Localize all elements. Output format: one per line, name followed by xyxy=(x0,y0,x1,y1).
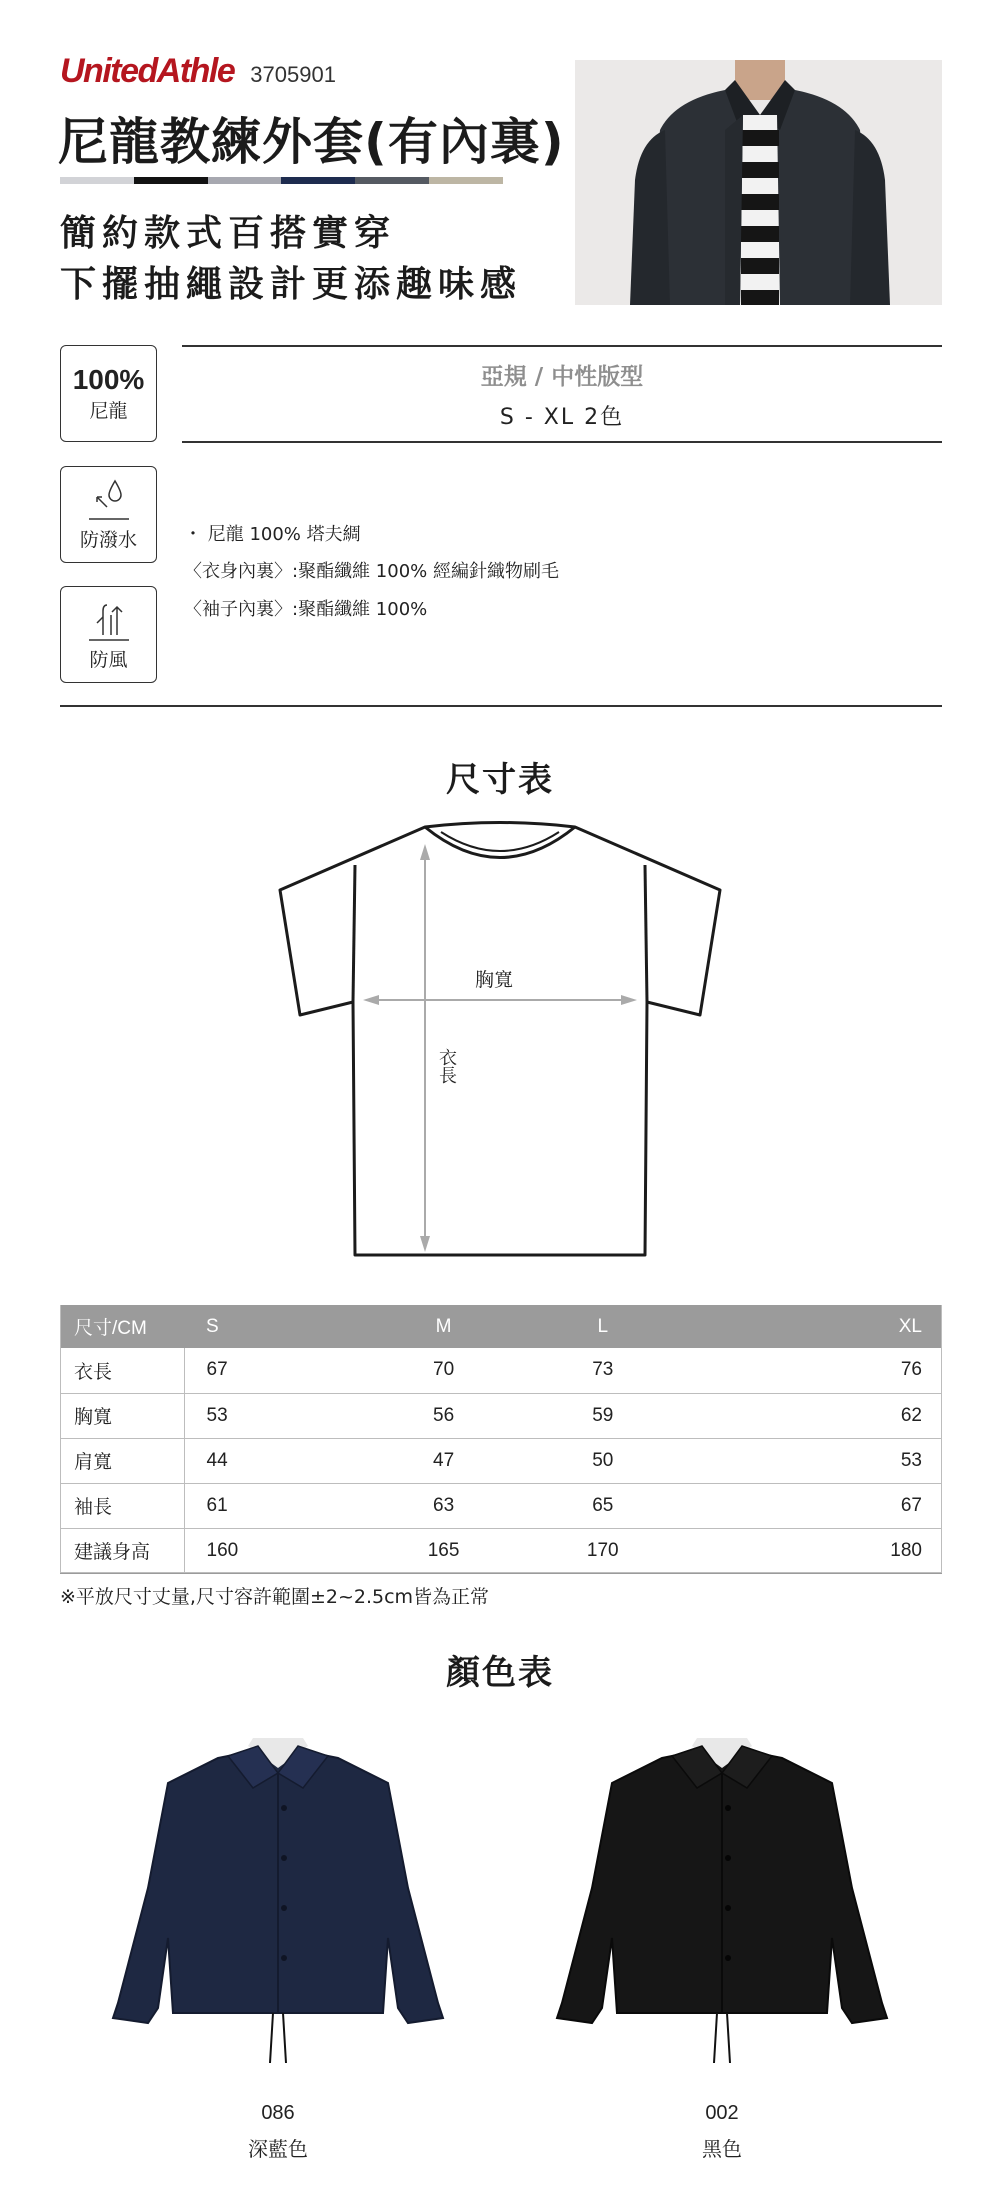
table-cell: 53 xyxy=(184,1393,364,1438)
water-repellent-icon xyxy=(81,477,137,525)
jacket-swatch-navy xyxy=(108,1738,448,2078)
tagline-2: 下擺抽繩設計更添趣味感 xyxy=(60,264,523,305)
feature-badge-wind xyxy=(60,586,157,683)
fit-type: 亞規 / 中性版型 xyxy=(480,364,644,390)
table-row xyxy=(60,1438,942,1483)
table-cell: 67 xyxy=(682,1483,942,1528)
swatch-code-navy: 086 xyxy=(261,2102,295,2124)
windproof-icon xyxy=(81,597,137,645)
color-bar-segment xyxy=(355,177,429,184)
size-chart-title: 尺寸表 xyxy=(446,760,554,800)
size-range: S - XL 2色 xyxy=(499,405,625,430)
table-cell: 70 xyxy=(364,1348,523,1393)
color-bar-segment xyxy=(281,177,355,184)
table-row xyxy=(60,1483,942,1528)
product-sku: 3705901 xyxy=(250,62,336,87)
material-name: 尼龍 xyxy=(89,400,128,422)
table-row xyxy=(60,1528,942,1573)
feature-badge-water xyxy=(60,466,157,563)
table-cell: 65 xyxy=(523,1483,682,1528)
table-cell: 44 xyxy=(184,1438,364,1483)
size-note: ※平放尺寸丈量,尺寸容許範圍±2~2.5cm皆為正常 xyxy=(60,1586,490,1608)
row-label: 袖長 xyxy=(60,1483,184,1528)
spec-line-3: 〈袖子內裏〉:聚酯纖維 100% xyxy=(184,599,428,620)
material-badge xyxy=(60,345,157,442)
table-cell: 160 xyxy=(184,1528,364,1573)
divider xyxy=(182,441,942,443)
table-cell: 180 xyxy=(682,1528,942,1573)
tshirt-diagram xyxy=(255,820,745,1260)
length-label: 衣長 xyxy=(436,1048,457,1084)
chest-label: 胸寬 xyxy=(475,969,514,991)
size-table xyxy=(60,1305,942,1574)
color-bar xyxy=(60,177,503,184)
row-label: 肩寬 xyxy=(60,1438,184,1483)
table-row xyxy=(60,1348,942,1393)
table-header: XL xyxy=(682,1305,942,1348)
table-cell: 170 xyxy=(523,1528,682,1573)
brand-header xyxy=(60,52,336,91)
tagline-1: 簡約款式百搭實穿 xyxy=(60,213,397,254)
brand-logo: UnitedAthle xyxy=(60,52,235,90)
table-cell: 62 xyxy=(682,1393,942,1438)
table-header-row xyxy=(60,1305,942,1348)
spec-line-2: 〈衣身內裏〉:聚酯纖維 100% 經編針織物刷毛 xyxy=(184,561,559,582)
table-cell: 67 xyxy=(184,1348,364,1393)
table-cell: 53 xyxy=(682,1438,942,1483)
swatch-code-black: 002 xyxy=(705,2102,739,2124)
table-cell: 63 xyxy=(364,1483,523,1528)
table-row xyxy=(60,1393,942,1438)
feature-label-wind: 防風 xyxy=(89,649,128,671)
color-bar-segment xyxy=(208,177,282,184)
table-cell: 76 xyxy=(682,1348,942,1393)
swatch-name-black: 黑色 xyxy=(702,2137,742,2161)
color-bar-segment xyxy=(134,177,208,184)
spec-line-1: ・ 尼龍 100% 塔夫綢 xyxy=(184,524,361,545)
table-header: M xyxy=(364,1305,523,1348)
color-bar-segment xyxy=(429,177,503,184)
table-cell: 56 xyxy=(364,1393,523,1438)
table-cell: 61 xyxy=(184,1483,364,1528)
table-cell: 73 xyxy=(523,1348,682,1393)
divider xyxy=(60,705,942,707)
material-percent: 100% xyxy=(72,364,145,395)
color-bar-segment xyxy=(60,177,134,184)
table-header: S xyxy=(184,1305,364,1348)
table-cell: 165 xyxy=(364,1528,523,1573)
row-label: 胸寬 xyxy=(60,1393,184,1438)
divider xyxy=(182,345,942,347)
table-header: L xyxy=(523,1305,682,1348)
product-title: 尼龍教練外套(有內裏) xyxy=(58,113,565,171)
table-cell: 50 xyxy=(523,1438,682,1483)
row-label: 衣長 xyxy=(60,1348,184,1393)
row-label: 建議身高 xyxy=(60,1528,184,1573)
table-cell: 47 xyxy=(364,1438,523,1483)
jacket-swatch-black xyxy=(552,1738,892,2078)
model-photo xyxy=(575,60,942,305)
feature-label-water: 防潑水 xyxy=(79,529,137,551)
table-cell: 59 xyxy=(523,1393,682,1438)
table-header: 尺寸/CM xyxy=(60,1305,184,1348)
swatch-name-navy: 深藍色 xyxy=(248,2137,308,2161)
color-chart-title: 顏色表 xyxy=(446,1653,554,1693)
